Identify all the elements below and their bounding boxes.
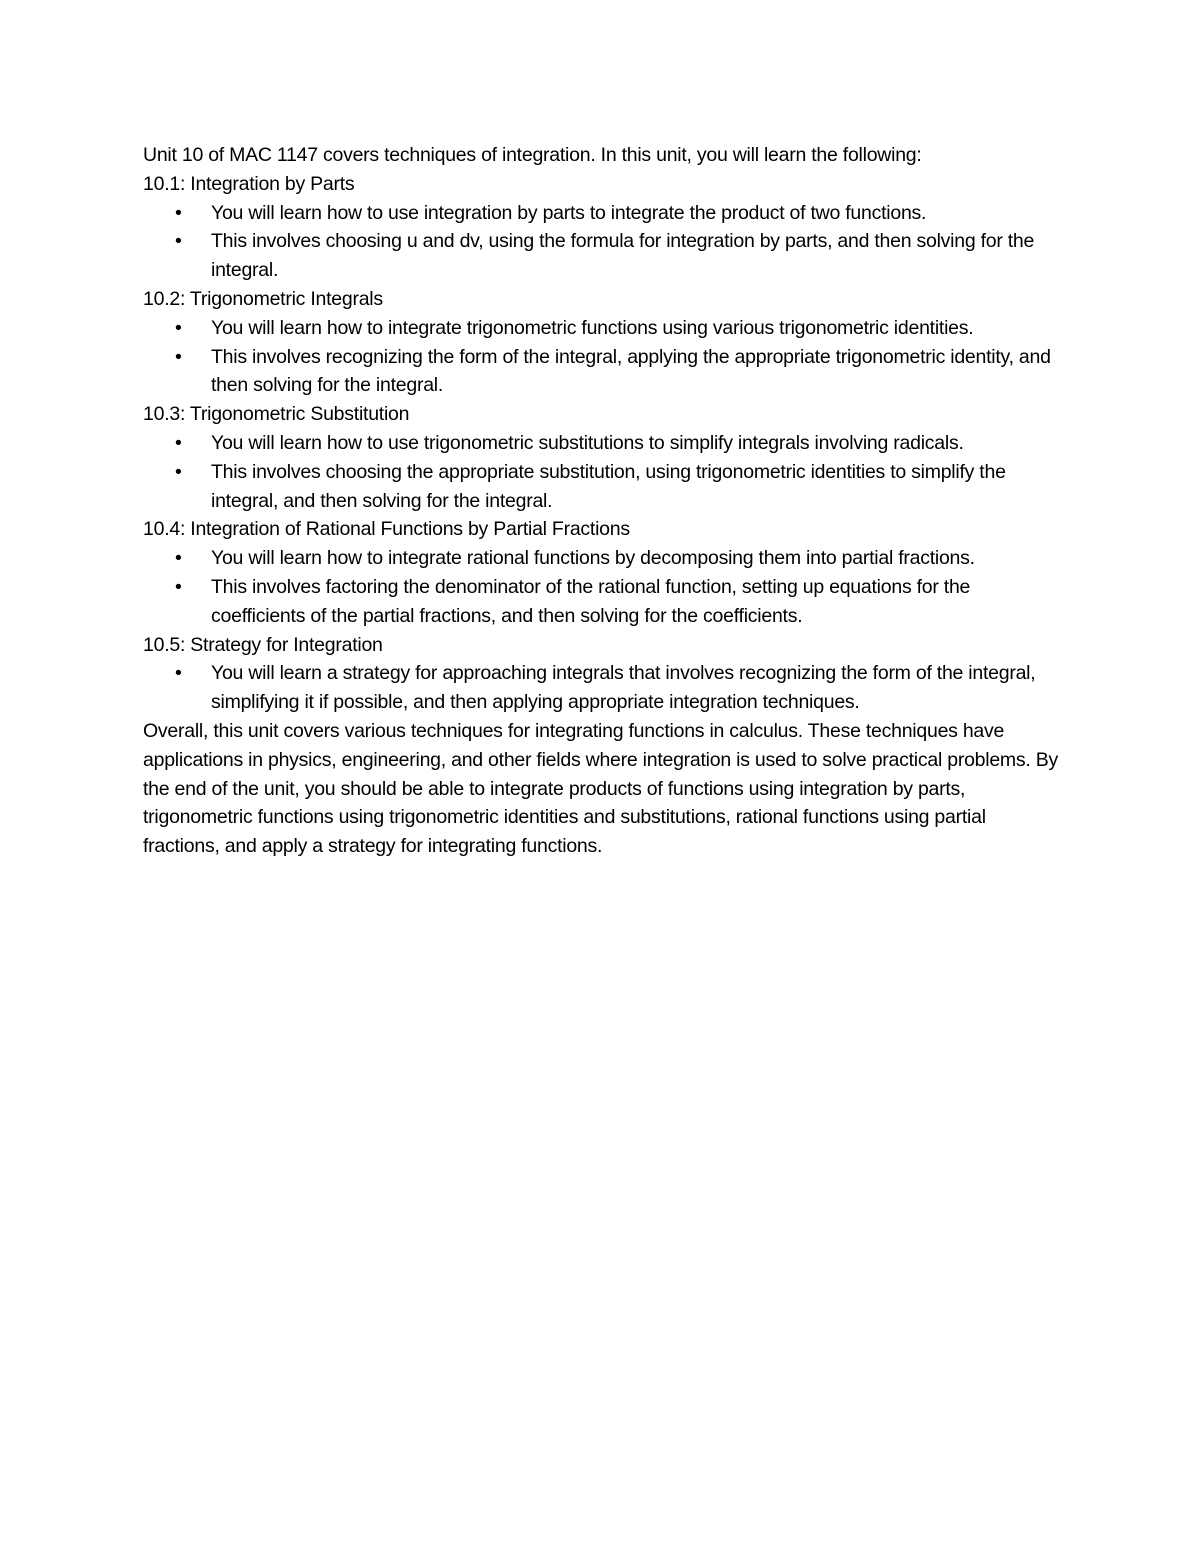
bullet-icon: • — [175, 460, 182, 483]
list-item — [143, 199, 1063, 228]
bullet-icon: • — [175, 662, 182, 685]
list-item — [143, 314, 1063, 343]
document-page — [143, 141, 1063, 861]
intro-paragraph: Unit 10 of MAC 1147 covers techniques of integration. In this unit, you will learn the following: — [143, 144, 922, 166]
conclusion-paragraph: Overall, this unit covers various techniques for integrating functions in calculus. These techniques have applications in physics, engineering, and other fields where integration is used to solve practical problems. By the end of the unit, you should be able to integrate products of functions using integration by parts, trigonometric functions using trigonometric identities and substitutions, rational functions using partial fractions, and apply a strategy for integrating functions. — [143, 719, 1059, 858]
bullet-text: You will learn how to use trigonometric substitutions to simplify integrals involving radicals. — [211, 431, 964, 454]
bullet-text: You will learn how to use integration by parts to integrate the product of two functions. — [211, 201, 927, 224]
bullet-icon: • — [175, 547, 182, 570]
list-item — [143, 458, 1063, 516]
bullet-text: This involves choosing the appropriate substitution, using trigonometric identities to simplify the integral, and then solving for the integral. — [211, 460, 1006, 512]
bullet-icon: • — [175, 431, 182, 454]
list-item — [143, 659, 1063, 717]
bullet-text: This involves recognizing the form of the integral, applying the appropriate trigonometric identity, and then solving for the integral. — [211, 345, 1051, 397]
list-item — [143, 429, 1063, 458]
bullet-icon: • — [175, 345, 182, 368]
list-item — [143, 227, 1063, 285]
bullet-text: This involves factoring the denominator of the rational function, setting up equations for the coefficients of the partial fractions, and then solving for the coefficients. — [211, 575, 971, 627]
bullet-icon: • — [175, 575, 182, 598]
bullet-list — [143, 429, 1063, 515]
list-item — [143, 544, 1063, 573]
bullet-list — [143, 199, 1063, 285]
section-heading: 10.3: Trigonometric Substitution — [143, 403, 410, 426]
section-heading: 10.5: Strategy for Integration — [143, 633, 383, 656]
bullet-list — [143, 544, 1063, 630]
bullet-icon: • — [175, 201, 182, 224]
bullet-list — [143, 659, 1063, 717]
list-item — [143, 573, 1063, 631]
bullet-icon: • — [175, 316, 182, 339]
bullet-text: You will learn how to integrate trigonometric functions using various trigonometric identities. — [211, 316, 974, 339]
bullet-list — [143, 314, 1063, 400]
list-item — [143, 343, 1063, 401]
section-heading: 10.4: Integration of Rational Functions by Partial Fractions — [143, 518, 630, 541]
bullet-text: You will learn how to integrate rational functions by decomposing them into partial fractions. — [211, 547, 975, 570]
bullet-text: This involves choosing u and dv, using the formula for integration by parts, and then solving for the integral. — [211, 230, 1035, 282]
section-heading: 10.1: Integration by Parts — [143, 172, 355, 195]
bullet-icon: • — [175, 230, 182, 253]
section-heading: 10.2: Trigonometric Integrals — [143, 287, 383, 310]
sections-container — [143, 170, 1063, 717]
bullet-text: You will learn a strategy for approaching integrals that involves recognizing the form of the integral, simplifying it if possible, and then applying appropriate integration techniques. — [211, 662, 1036, 714]
